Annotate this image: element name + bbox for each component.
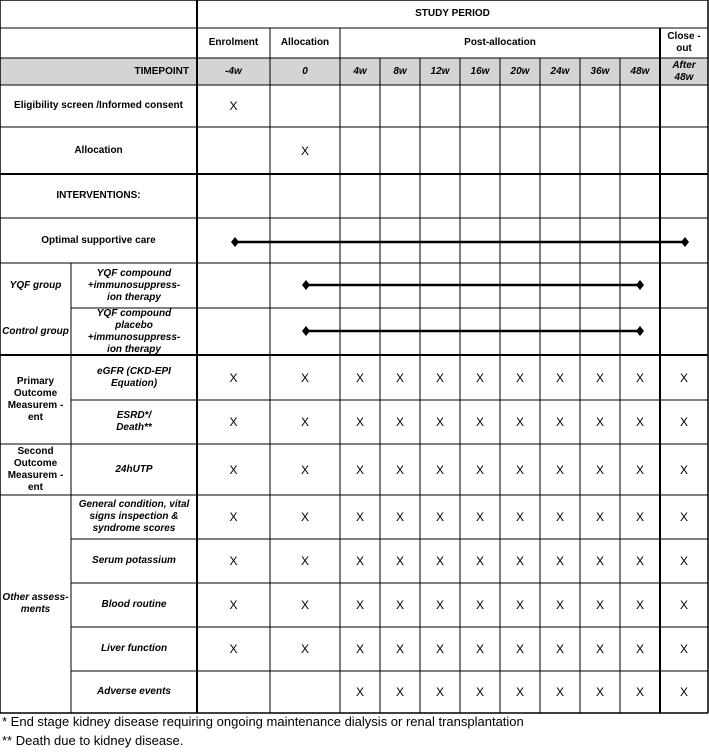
schedule-mark: X [515, 642, 525, 656]
row-optimal-supportive-care: Optimal supportive care [41, 234, 156, 246]
schedule-mark: X [515, 370, 525, 385]
schedule-mark: X [229, 510, 238, 524]
schedule-mark: X [395, 415, 405, 429]
schedule-mark: X [475, 462, 485, 477]
schedule-mark: X [435, 370, 445, 385]
timepoint-10: After 48w [672, 59, 696, 83]
schedule-mark: X [229, 642, 238, 656]
footnote-death: ** Death due to kidney disease. [2, 733, 184, 748]
schedule-mark: X [595, 510, 605, 524]
schedule-mark: X [395, 598, 405, 612]
schedule-mark: X [515, 685, 525, 699]
schedule-mark: X [229, 598, 238, 612]
study-period-header: STUDY PERIOD [415, 8, 490, 19]
schedule-mark: X [635, 415, 645, 429]
schedule-mark: X [635, 642, 645, 656]
schedule-mark: X [555, 510, 565, 524]
schedule-mark: X [635, 370, 645, 385]
row-general-condition: General condition, vital signs inspection & syndrome scores [78, 499, 190, 534]
schedule-mark: X [555, 462, 565, 477]
control-therapy-end-marker [636, 326, 644, 336]
schedule-mark: X [435, 510, 445, 524]
schedule-mark: X [435, 598, 445, 612]
schedule-mark: X [300, 462, 310, 477]
schedule-mark: X [395, 642, 405, 656]
schedule-mark: X [355, 462, 365, 477]
schedule-mark: X [679, 685, 689, 699]
row-allocation: Allocation [74, 144, 123, 156]
schedule-mark: X [555, 685, 565, 699]
schedule-mark: X [300, 143, 310, 158]
timepoint-0: -4w [225, 65, 242, 77]
group-other-assessments: Other assess-ments [2, 592, 69, 615]
group-primary-outcome: Primary Outcome Measurem -ent [7, 375, 64, 423]
timepoint-6: 20w [510, 65, 530, 77]
schedule-mark: X [635, 510, 645, 524]
schedule-mark: X [355, 554, 365, 568]
schedule-mark: X [679, 554, 689, 568]
schedule-mark: X [300, 642, 310, 656]
schedule-mark: X [515, 462, 525, 477]
row-yqf-therapy: YQF compound +immunosuppress-ion therapy [87, 267, 181, 303]
schedule-mark: X [229, 99, 238, 113]
schedule-mark: X [355, 685, 365, 699]
row-interventions: INTERVENTIONS: [56, 190, 141, 201]
schedule-mark: X [475, 554, 485, 568]
schedule-mark: X [635, 554, 645, 568]
schedule-mark: X [679, 510, 689, 524]
schedule-mark: X [475, 415, 485, 429]
schedule-mark: X [475, 510, 485, 524]
schedule-mark: X [595, 554, 605, 568]
schedule-mark: X [300, 554, 310, 568]
schedule-mark: X [355, 370, 365, 385]
schedule-mark: X [555, 598, 565, 612]
schedule-mark: X [435, 415, 445, 429]
schedule-mark: X [435, 462, 445, 477]
schedule-mark: X [555, 554, 565, 568]
timepoint-7: 24w [550, 65, 570, 77]
schedule-mark: X [229, 462, 238, 477]
phase-post-allocation: Post-allocation [464, 37, 536, 48]
row-serum-potassium: Serum potassium [92, 555, 176, 566]
schedule-mark: X [475, 598, 485, 612]
group-second-outcome: Second Outcome Measurem -ent [7, 445, 64, 493]
phase-allocation: Allocation [280, 37, 330, 48]
schedule-mark: X [595, 642, 605, 656]
timepoint-1: 0 [302, 65, 308, 77]
row-liver-function: Liver function [100, 643, 168, 654]
schedule-mark: X [635, 462, 645, 477]
schedule-mark: X [300, 510, 310, 524]
optimal-care-start-marker [231, 237, 239, 247]
row-blood-routine: Blood routine [101, 599, 167, 610]
schedule-mark: X [635, 598, 645, 612]
row-adverse-events: Adverse events [97, 686, 171, 697]
group-yqf: YQF group [9, 279, 62, 291]
schedule-mark: X [475, 642, 485, 656]
yqf-therapy-start-marker [302, 280, 310, 290]
schedule-mark: X [679, 642, 689, 656]
schedule-mark: X [300, 370, 310, 385]
schedule-mark: X [435, 685, 445, 699]
schedule-mark: X [395, 462, 405, 477]
row-esrd-death: ESRD*/ Death** [116, 410, 152, 433]
timepoint-9: 48w [630, 65, 650, 77]
footnote-esrd: * End stage kidney disease requiring ongoing maintenance dialysis or renal transplantation [2, 714, 524, 729]
group-control: Control group [2, 325, 69, 337]
schedule-mark: X [595, 685, 605, 699]
schedule-mark: X [355, 642, 365, 656]
optimal-care-end-marker [681, 237, 689, 247]
schedule-mark: X [555, 370, 565, 385]
schedule-mark: X [595, 415, 605, 429]
schedule-mark: X [395, 685, 405, 699]
timepoint-3: 8w [393, 65, 407, 77]
timepoint-2: 4w [353, 65, 367, 77]
row-24h-utp: 24hUTP [115, 463, 153, 475]
schedule-mark: X [475, 370, 485, 385]
schedule-mark: X [679, 415, 689, 429]
schedule-mark: X [595, 370, 605, 385]
schedule-mark: X [435, 554, 445, 568]
schedule-mark: X [635, 685, 645, 699]
schedule-mark: X [555, 415, 565, 429]
row-control-therapy: YQF compound placebo +immunosuppress-ion therapy [87, 307, 181, 355]
schedule-mark: X [395, 370, 405, 385]
schedule-mark: X [679, 598, 689, 612]
schedule-mark: X [515, 510, 525, 524]
schedule-mark: X [229, 554, 238, 568]
timepoint-8: 36w [590, 65, 610, 77]
schedule-mark: X [395, 554, 405, 568]
schedule-mark: X [595, 598, 605, 612]
schedule-mark: X [300, 415, 310, 429]
schedule-mark: X [435, 642, 445, 656]
schedule-mark: X [515, 554, 525, 568]
schedule-mark: X [679, 370, 689, 385]
phase-close-out: Close -out [667, 31, 701, 54]
timepoint-label: TIMEPOINT [134, 65, 189, 77]
row-eligibility: Eligibility screen /Informed consent [14, 100, 183, 111]
schedule-mark: X [515, 598, 525, 612]
yqf-therapy-end-marker [636, 280, 644, 290]
schedule-mark: X [300, 598, 310, 612]
schedule-mark: X [355, 598, 365, 612]
schedule-mark: X [229, 415, 238, 429]
schedule-mark: X [515, 415, 525, 429]
timepoint-5: 16w [470, 65, 490, 77]
schedule-mark: X [355, 415, 365, 429]
schedule-mark: X [679, 462, 689, 477]
schedule-mark: X [229, 370, 238, 385]
control-therapy-start-marker [302, 326, 310, 336]
schedule-mark: X [555, 642, 565, 656]
timepoint-4: 12w [430, 65, 450, 77]
phase-enrolment: Enrolment [208, 37, 259, 48]
schedule-mark: X [395, 510, 405, 524]
row-egfr: eGFR (CKD-EPI Equation) [97, 365, 171, 389]
schedule-mark: X [595, 462, 605, 477]
schedule-mark: X [475, 685, 485, 699]
schedule-mark: X [355, 510, 365, 524]
